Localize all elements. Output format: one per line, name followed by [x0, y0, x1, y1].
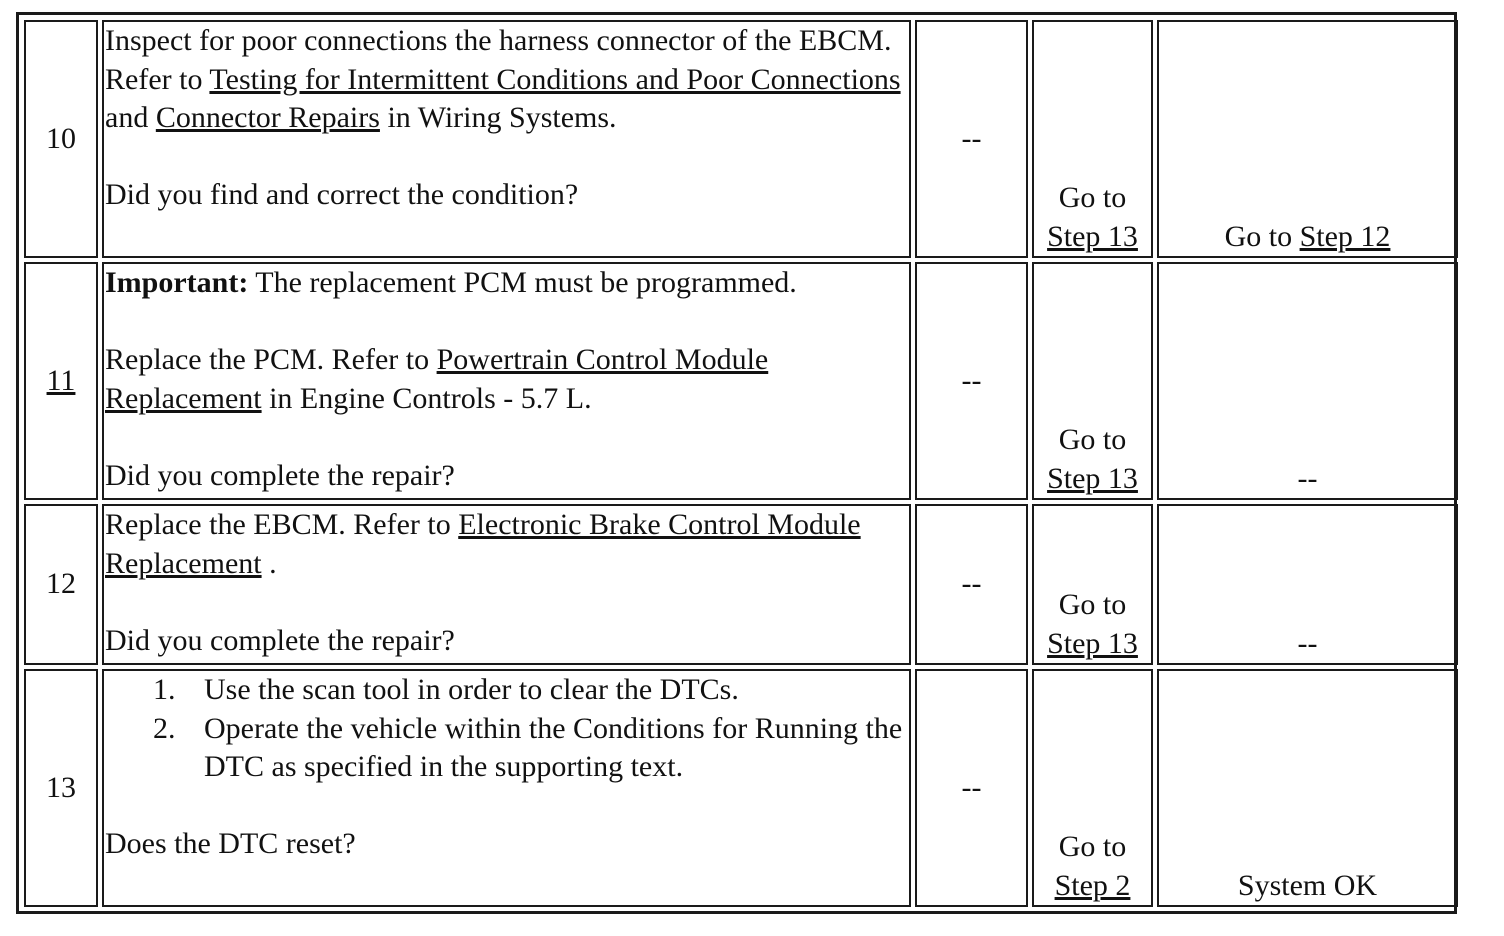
important-text: The replacement PCM must be programmed.	[248, 266, 797, 299]
yes-step-link[interactable]: Step 13	[1047, 461, 1138, 495]
action-text-part: Inspect for poor connections the harness connector of the EBCM. Refer to	[105, 24, 892, 96]
yes-cell	[1032, 504, 1153, 665]
pcm-replacement-link[interactable]: Powertrain Control Module Replacement	[105, 343, 769, 415]
ebcm-replacement-link[interactable]: Electronic Brake Control Module Replacement	[105, 508, 861, 580]
step-number: 10	[24, 20, 98, 258]
yes-cell	[1032, 262, 1153, 500]
action-text	[105, 22, 908, 138]
yes-step-link[interactable]: Step 2	[1054, 868, 1131, 902]
diagnostic-table	[20, 16, 1462, 911]
table-row	[24, 20, 1458, 258]
yes-prefix: Go to	[1058, 588, 1127, 621]
yes-prefix: Go to	[1058, 830, 1127, 863]
spacer	[105, 583, 908, 622]
no-prefix: Go to	[1224, 219, 1300, 253]
action-cell	[102, 669, 911, 907]
no-cell: System OK	[1157, 669, 1458, 907]
yes-prefix: Go to	[1058, 423, 1127, 456]
action-text	[105, 506, 908, 583]
diagnostic-table-frame	[16, 12, 1457, 914]
no-cell: --	[1157, 262, 1458, 500]
list-item-number: 1.	[153, 673, 176, 706]
value-cell: --	[915, 262, 1028, 500]
table-row	[24, 504, 1458, 665]
list-item	[153, 671, 908, 710]
yes-step-link[interactable]: Step 13	[1047, 626, 1138, 660]
yes-cell	[1032, 20, 1153, 258]
yes-step-link[interactable]: Step 13	[1047, 219, 1138, 253]
spacer	[105, 303, 908, 342]
action-question: Did you complete the repair?	[105, 458, 455, 492]
no-cell: --	[1157, 504, 1458, 665]
action-cell	[102, 20, 911, 258]
list-item	[153, 710, 908, 787]
yes-prefix: Go to	[1058, 181, 1127, 214]
spacer	[105, 418, 908, 457]
step-number: 12	[24, 504, 98, 665]
action-text-part: in Engine Controls - 5.7 L.	[261, 381, 592, 415]
no-cell	[1157, 20, 1458, 258]
action-text-part: Replace the EBCM. Refer to	[105, 508, 459, 541]
spacer	[105, 787, 908, 826]
yes-cell	[1032, 669, 1153, 907]
list-item-text: Operate the vehicle within the Conditions for Running the DTC as specified in the supporting text.	[204, 711, 903, 783]
action-text	[105, 341, 908, 418]
table-row	[24, 262, 1458, 500]
important-label: Important:	[105, 266, 249, 299]
list-item-text: Use the scan tool in order to clear the DTCs.	[204, 673, 739, 706]
action-text-part: and	[105, 101, 156, 134]
action-question: Did you complete the repair?	[105, 623, 455, 657]
action-question: Does the DTC reset?	[105, 827, 356, 860]
list-item-number: 2.	[153, 711, 176, 745]
step-number: 13	[24, 669, 98, 907]
value-cell: --	[915, 20, 1028, 258]
action-cell	[102, 262, 911, 500]
action-text-part: .	[261, 546, 277, 580]
table-row	[24, 669, 1458, 907]
intermittent-conditions-link[interactable]: Testing for Intermittent Conditions and Poor Connections	[209, 62, 901, 96]
important-note	[105, 264, 908, 303]
action-cell	[102, 504, 911, 665]
value-cell: --	[915, 504, 1028, 665]
step-number[interactable]: 11	[46, 363, 76, 397]
action-text-part: in Wiring Systems.	[379, 101, 617, 134]
procedure-list	[105, 671, 908, 787]
action-question: Did you find and correct the condition?	[105, 178, 579, 211]
step-number-link[interactable]	[24, 262, 98, 500]
spacer	[105, 138, 908, 177]
no-step-link[interactable]: Step 12	[1299, 219, 1391, 253]
action-text-part: Replace the PCM. Refer to	[105, 343, 437, 376]
value-cell: --	[915, 669, 1028, 907]
connector-repairs-link[interactable]: Connector Repairs	[155, 101, 380, 134]
